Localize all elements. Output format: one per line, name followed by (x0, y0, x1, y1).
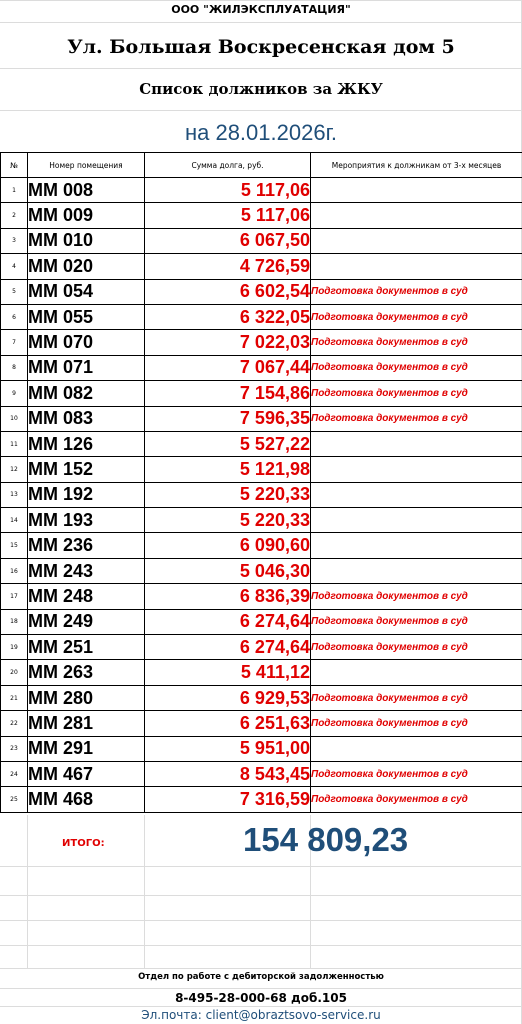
room-number: ММ 193 (28, 508, 145, 533)
company-name: ООО "ЖИЛЭКСПЛУАТАЦИЯ" (171, 3, 351, 16)
table-row (1, 660, 522, 685)
debtor-measure (311, 558, 522, 583)
table-row (1, 406, 522, 431)
room-number: ММ 152 (28, 457, 145, 482)
debt-amount: 4 726,59 (145, 254, 311, 279)
debt-amount: 6 836,39 (145, 584, 311, 609)
row-number: 12 (1, 457, 28, 482)
debt-amount: 6 067,50 (145, 228, 311, 253)
column-header-number: № (1, 153, 28, 178)
room-number: ММ 192 (28, 482, 145, 507)
debt-amount: 5 527,22 (145, 431, 311, 456)
room-number: ММ 280 (28, 685, 145, 710)
debt-amount: 6 090,60 (145, 533, 311, 558)
table-row (1, 558, 522, 583)
debtor-measure (311, 482, 522, 507)
debtor-measure: Подготовка документов в суд (311, 584, 522, 609)
debt-amount: 5 951,00 (145, 736, 311, 761)
gridline (0, 988, 522, 989)
debtor-measure (311, 533, 522, 558)
table-row (1, 533, 522, 558)
room-number: ММ 468 (28, 787, 145, 812)
footer-phone: 8-495-28-000-68 доб.105 (175, 991, 347, 1005)
debtor-measure: Подготовка документов в суд (311, 711, 522, 736)
row-number: 21 (1, 685, 28, 710)
table-row (1, 457, 522, 482)
debt-amount: 5 117,06 (145, 178, 311, 203)
debt-amount: 6 929,53 (145, 685, 311, 710)
debt-amount: 6 274,64 (145, 609, 311, 634)
row-number: 16 (1, 558, 28, 583)
column-header-measures: Мероприятия к должникам от 3-х месяцев (311, 153, 522, 178)
room-number: ММ 249 (28, 609, 145, 634)
table-row (1, 787, 522, 812)
row-number: 18 (1, 609, 28, 634)
table-header-row (1, 153, 522, 178)
debt-amount: 5 411,12 (145, 660, 311, 685)
gridline (0, 1006, 522, 1007)
debtor-measure: Подготовка документов в суд (311, 406, 522, 431)
total-value: 154 809,23 (243, 821, 409, 858)
report-date: на 28.01.2026г. (184, 120, 338, 145)
footer-email[interactable]: Эл.почта: client@obraztsovo-service.ru (141, 1008, 381, 1022)
row-number: 17 (1, 584, 28, 609)
debtor-measure: Подготовка документов в суд (311, 609, 522, 634)
room-number: ММ 008 (28, 178, 145, 203)
debt-amount: 6 274,64 (145, 635, 311, 660)
table-row (1, 279, 522, 304)
gridline (0, 22, 522, 23)
gridline (144, 815, 145, 968)
row-number: 25 (1, 787, 28, 812)
room-number: ММ 082 (28, 381, 145, 406)
debtor-measure (311, 178, 522, 203)
debtor-measure (311, 431, 522, 456)
total-label: ИТОГО: (62, 838, 105, 849)
room-number: ММ 243 (28, 558, 145, 583)
debtor-measure: Подготовка документов в суд (311, 787, 522, 812)
debtor-measure (311, 254, 522, 279)
debt-amount: 6 251,63 (145, 711, 311, 736)
gridline (0, 866, 522, 867)
debtor-measure: Подготовка документов в суд (311, 355, 522, 380)
footer-department: Отдел по работе с дебиторской задолженностью (138, 972, 384, 982)
gridline (0, 920, 522, 921)
debtor-measure (311, 736, 522, 761)
debt-amount: 5 220,33 (145, 482, 311, 507)
gridline (27, 815, 28, 968)
room-number: ММ 236 (28, 533, 145, 558)
table-row (1, 761, 522, 786)
debtor-measure: Подготовка документов в суд (311, 279, 522, 304)
gridline (0, 945, 522, 946)
room-number: ММ 251 (28, 635, 145, 660)
table-row (1, 355, 522, 380)
table-row (1, 685, 522, 710)
debt-amount: 5 121,98 (145, 457, 311, 482)
row-number: 13 (1, 482, 28, 507)
debt-amount: 5 046,30 (145, 558, 311, 583)
room-number: ММ 126 (28, 431, 145, 456)
debtor-measure (311, 457, 522, 482)
debt-amount: 5 220,33 (145, 508, 311, 533)
debt-amount: 7 596,35 (145, 406, 311, 431)
table-row (1, 254, 522, 279)
debtor-measure: Подготовка документов в суд (311, 761, 522, 786)
table-row (1, 736, 522, 761)
row-number: 24 (1, 761, 28, 786)
gridline (0, 68, 522, 69)
gridline (0, 110, 522, 111)
row-number: 2 (1, 203, 28, 228)
table-row (1, 584, 522, 609)
table-row (1, 635, 522, 660)
room-number: ММ 010 (28, 228, 145, 253)
row-number: 19 (1, 635, 28, 660)
room-number: ММ 467 (28, 761, 145, 786)
debtor-measure: Подготовка документов в суд (311, 330, 522, 355)
debtor-measure (311, 508, 522, 533)
table-row (1, 508, 522, 533)
debtor-measure: Подготовка документов в суд (311, 635, 522, 660)
debt-amount: 7 022,03 (145, 330, 311, 355)
debtor-measure: Подготовка документов в суд (311, 381, 522, 406)
debt-amount: 8 543,45 (145, 761, 311, 786)
debtors-table (0, 152, 522, 813)
gridline (0, 0, 522, 1)
room-number: ММ 055 (28, 304, 145, 329)
debtor-measure: Подготовка документов в суд (311, 685, 522, 710)
room-number: ММ 009 (28, 203, 145, 228)
list-title: Список должников за ЖКУ (139, 80, 383, 98)
row-number: 7 (1, 330, 28, 355)
row-number: 4 (1, 254, 28, 279)
table-row (1, 178, 522, 203)
table-row (1, 203, 522, 228)
room-number: ММ 070 (28, 330, 145, 355)
row-number: 1 (1, 178, 28, 203)
table-row (1, 431, 522, 456)
row-number: 10 (1, 406, 28, 431)
table-row (1, 609, 522, 634)
row-number: 20 (1, 660, 28, 685)
debt-amount: 7 316,59 (145, 787, 311, 812)
table-row (1, 304, 522, 329)
column-header-amount: Сумма долга, руб. (145, 153, 311, 178)
table-row (1, 711, 522, 736)
room-number: ММ 071 (28, 355, 145, 380)
debt-amount: 5 117,06 (145, 203, 311, 228)
debt-amount: 7 154,86 (145, 381, 311, 406)
room-number: ММ 263 (28, 660, 145, 685)
row-number: 5 (1, 279, 28, 304)
debt-amount: 6 322,05 (145, 304, 311, 329)
row-number: 8 (1, 355, 28, 380)
column-header-room: Номер помещения (28, 153, 145, 178)
row-number: 14 (1, 508, 28, 533)
gridline (0, 895, 522, 896)
room-number: ММ 054 (28, 279, 145, 304)
table-row (1, 482, 522, 507)
room-number: ММ 248 (28, 584, 145, 609)
room-number: ММ 083 (28, 406, 145, 431)
debt-amount: 7 067,44 (145, 355, 311, 380)
row-number: 15 (1, 533, 28, 558)
row-number: 11 (1, 431, 28, 456)
debtor-measure (311, 660, 522, 685)
gridline (0, 968, 522, 969)
debt-amount: 6 602,54 (145, 279, 311, 304)
table-row (1, 330, 522, 355)
room-number: ММ 291 (28, 736, 145, 761)
address-title: Ул. Большая Воскресенская дом 5 (67, 36, 455, 58)
debtor-measure (311, 228, 522, 253)
room-number: ММ 020 (28, 254, 145, 279)
debtor-measure: Подготовка документов в суд (311, 304, 522, 329)
row-number: 6 (1, 304, 28, 329)
room-number: ММ 281 (28, 711, 145, 736)
row-number: 22 (1, 711, 28, 736)
table-row (1, 228, 522, 253)
debtor-measure (311, 203, 522, 228)
row-number: 9 (1, 381, 28, 406)
table-row (1, 381, 522, 406)
row-number: 3 (1, 228, 28, 253)
row-number: 23 (1, 736, 28, 761)
